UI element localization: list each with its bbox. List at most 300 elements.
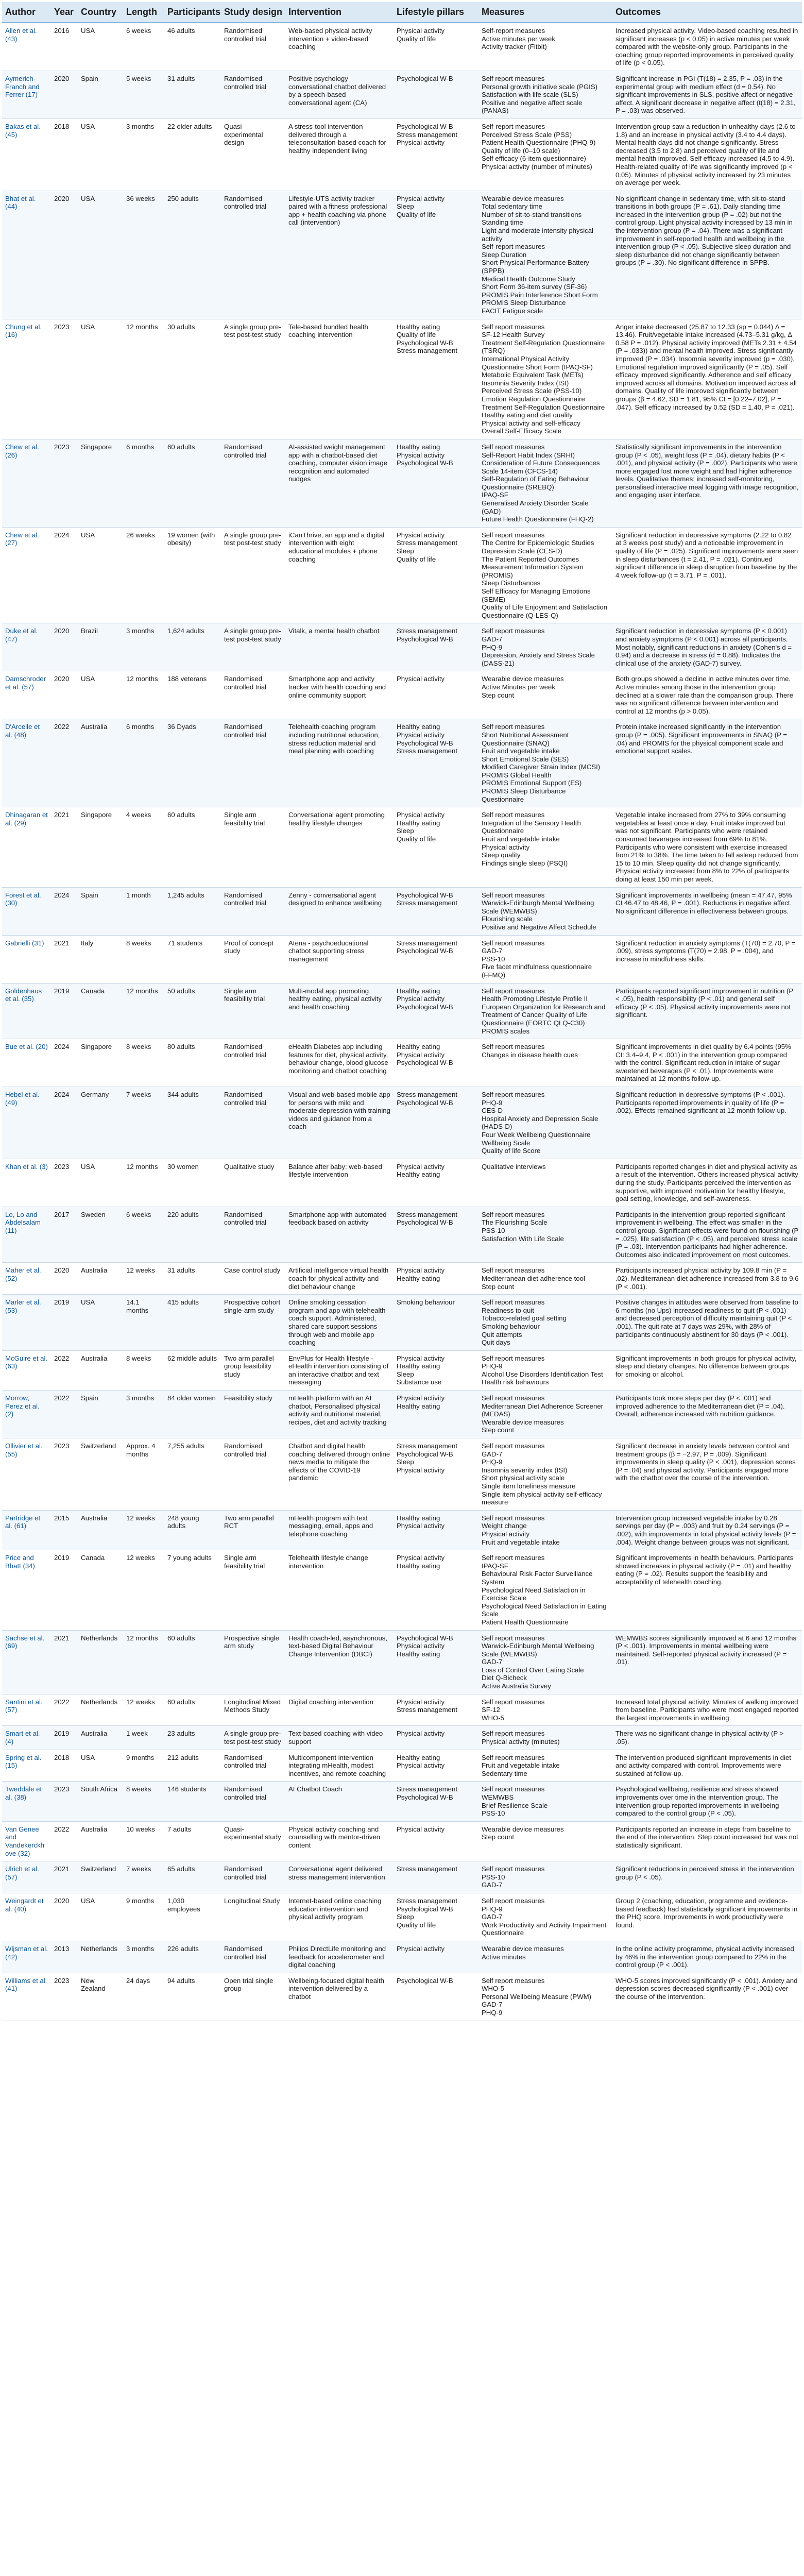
participants-cell: 30 women [164, 1159, 221, 1207]
intervention-item: eHealth Diabetes app including features for diet, physical activity, behaviour change, blood glucose monitoring and chatbot coaching [288, 1043, 388, 1075]
lifestyle-pillars-cell [394, 719, 478, 807]
intervention-cell [285, 191, 394, 319]
table-row [2, 1087, 802, 1159]
measures-cell [478, 935, 612, 983]
author-link[interactable]: Chung et al. (16) [2, 319, 51, 439]
intervention-item: Tele-based bundled health coaching intervention [288, 323, 368, 339]
measures-cell [478, 1207, 612, 1263]
table-row [2, 1821, 802, 1861]
measures-cell [478, 1973, 612, 2021]
study-design-cell: Qualitative study [221, 1159, 285, 1207]
table-row [2, 118, 802, 191]
study-design-cell: Randomised controlled trial [221, 23, 285, 71]
author-link[interactable]: Chew et al. (27) [2, 527, 51, 623]
country-cell: USA [78, 1750, 123, 1782]
lifestyle-pillars-cell [394, 319, 478, 439]
intervention-item: Smartphone app and activity tracker with health coaching and online community support [288, 675, 386, 699]
lifestyle-pillars-item: Physical activity [397, 995, 445, 1003]
lifestyle-pillars-item: Healthy eating [397, 819, 440, 827]
measures-item: Future Health Questionnaire (FHQ-2) [482, 515, 594, 523]
author-link[interactable]: Khan et al. (3) [2, 1159, 51, 1207]
country-cell: Netherlands [78, 1630, 123, 1694]
year-cell: 2019 [51, 1295, 78, 1351]
year-cell: 2016 [51, 23, 78, 71]
measures-item: Self report measures [482, 443, 545, 451]
lifestyle-pillars-item: Physical activity [397, 27, 445, 35]
study-design-cell: Two arm parallel RCT [221, 1510, 285, 1550]
intervention-item: Smartphone app with automated feedback based on activity [288, 1210, 387, 1227]
column-header-measures: Measures [478, 2, 612, 23]
author-link[interactable]: Aymerich-Franch and Ferrer (17) [2, 71, 51, 118]
length-cell: 7 weeks [123, 1861, 164, 1893]
measures-item: European Organization for Research and Treatment of Cancer Quality of Life Questionnaire (EORTC QLQ-C30) [482, 1003, 606, 1027]
measures-cell [478, 1861, 612, 1893]
measures-item: Short Emotional Scale (SES) [482, 755, 569, 763]
intervention-cell [285, 23, 394, 71]
lifestyle-pillars-item: Stress management [397, 899, 458, 907]
study-design-cell: Two arm parallel group feasibility study [221, 1350, 285, 1390]
intervention-item: Web-based physical activity intervention + video-based coaching [288, 27, 372, 51]
outcomes-cell: Increased physical activity. Video-based coaching resulted in significant increases (p < 0.05) in active minutes per week compared with the website-only group. Participants in the coaching group reported improvements in perceived quality of life (p < 0.05). [612, 23, 802, 71]
outcomes-cell: Participants increased physical activity by 109.8 min (P = .02). Mediterranean diet adherence increased from 3.8 to 9.6 (P < .001). [612, 1263, 802, 1295]
measures-item: Emotion Regulation Questionnaire [482, 395, 585, 403]
study-design-cell: Randomised controlled trial [221, 71, 285, 118]
measures-item: Physical activity [482, 1530, 530, 1538]
measures-item: Integration of the Sensory Health Questionnaire [482, 819, 581, 835]
lifestyle-pillars-item: Stress management [397, 539, 458, 547]
intervention-cell [285, 118, 394, 191]
table-row [2, 1782, 802, 1821]
measures-item: Behavioural Risk Factor Surveillance System [482, 1570, 593, 1586]
intervention-cell [285, 439, 394, 527]
participants-cell: 60 adults [164, 807, 221, 887]
author-link[interactable]: Van Genee and Vandekerckhove (32) [2, 1821, 51, 1861]
measures-item: Alcohol Use Disorders Identification Test [482, 1370, 603, 1378]
author-link[interactable]: Damschroder et al. (57) [2, 671, 51, 719]
measures-cell [478, 1726, 612, 1750]
country-cell: Singapore [78, 439, 123, 527]
measures-item: Diet Q-Bicheck [482, 1674, 527, 1682]
studies-table [2, 2, 802, 2021]
outcomes-cell: No significant change in sedentary time, with sit-to-stand transitions in both groups (P = .61). Daily standing time increased in the intervention group (P = .02) but not the control group. Light physical activity increased by 13 min in the intervention group (P = .04). There was a significant improvement in self-reported health and wellbeing in the intervention group (P < .05). Subjective sleep duration and sleep disturbance did not change significantly between groups (P = .30). No significant difference in SPPB. [612, 191, 802, 319]
column-header-participants: Participants [164, 2, 221, 23]
table-row [2, 1893, 802, 1941]
lifestyle-pillars-cell [394, 887, 478, 935]
author-link[interactable]: Hebel et al. (49) [2, 1087, 51, 1159]
measures-item: Satisfaction With Life Scale [482, 1234, 564, 1243]
intervention-cell [285, 1861, 394, 1893]
measures-item: FACIT Fatigue scale [482, 307, 543, 315]
lifestyle-pillars-item: Quality of life [397, 210, 436, 218]
measures-item: Physical activity [482, 843, 530, 851]
measures-item: Metabolic Equivalent Task (METs) [482, 371, 584, 379]
lifestyle-pillars-item: Physical activity [397, 1944, 445, 1953]
author-link[interactable]: Forest et al. (30) [2, 887, 51, 935]
author-link[interactable]: Gabrielli (31) [2, 935, 51, 983]
measures-item: Single item loneliness measure [482, 1482, 576, 1490]
measures-item: Self report measures [482, 1298, 545, 1307]
participants-cell: 1,624 adults [164, 623, 221, 671]
lifestyle-pillars-item: Psychological W-B [397, 1793, 453, 1801]
measures-cell [478, 1263, 612, 1295]
measures-item: Wearable device measures [482, 1944, 564, 1953]
participants-cell: 94 adults [164, 1973, 221, 2021]
participants-cell: 220 adults [164, 1207, 221, 1263]
author-link[interactable]: Smart et al. (4) [2, 1726, 51, 1750]
lifestyle-pillars-item: Quality of life [397, 35, 436, 43]
lifestyle-pillars-item: Healthy eating [397, 1514, 440, 1522]
author-link[interactable]: Dhinagaran et al. (29) [2, 807, 51, 887]
author-link[interactable]: Lo, Lo and Abdelsalam (11) [2, 1207, 51, 1263]
measures-item: Insomnia Severity Index (ISI) [482, 379, 569, 387]
outcomes-cell: Significant reduction in depressive symptoms (2.22 to 0.82 at 3 weeks post study) and a noticeable improvement in quality of life (P = .025). Significant improvements were seen in sleep disturbances (t = 2.41, P = .021). Continued significant difference in sleep disruption from baseline by the 4 week follow-up (t = 3.71, P = .001). [612, 527, 802, 623]
table-row [2, 1438, 802, 1511]
intervention-item: Wellbeing-focused digital health intervention delivered by a chatbot [288, 1976, 384, 2001]
author-link[interactable]: Duke et al. (47) [2, 623, 51, 671]
study-design-cell: Randomised controlled trial [221, 1861, 285, 1893]
author-link[interactable]: McGuire et al. (63) [2, 1350, 51, 1390]
outcomes-cell: Significant increase in PGI (T(18) = 2.35, P = .03) in the experimental group with medium effect (d = 0.54). No significant improvements in SLS, positive affect or negative affect. A significant decrease in negative affect (t(18) = 2.31, P = .03) was observed. [612, 71, 802, 118]
lifestyle-pillars-item: Physical activity [397, 1825, 445, 1833]
measures-item: Psychological Need Satisfaction in Exercise Scale [482, 1586, 586, 1602]
measures-item: Self-report measures [482, 243, 545, 251]
lifestyle-pillars-item: Quality of life [397, 331, 436, 339]
lifestyle-pillars-item: Physical activity [397, 1354, 445, 1362]
country-cell: USA [78, 1159, 123, 1207]
lifestyle-pillars-item: Healthy eating [397, 1562, 440, 1570]
lifestyle-pillars-item: Physical activity [397, 1642, 445, 1650]
country-cell: Australia [78, 719, 123, 807]
column-header-intervention: Intervention [285, 2, 394, 23]
measures-item: SF-12 Health Survey [482, 331, 545, 339]
measures-item: Healthy eating and diet quality [482, 411, 573, 419]
length-cell: 6 months [123, 439, 164, 527]
participants-cell: 30 adults [164, 319, 221, 439]
length-cell: 12 weeks [123, 1694, 164, 1726]
intervention-item: Internet-based online coaching education intervention and physical activity program [288, 1896, 382, 1921]
study-design-cell: Prospective single arm study [221, 1630, 285, 1694]
length-cell: 12 weeks [123, 1263, 164, 1295]
measures-item: Self report measures [482, 1394, 545, 1402]
lifestyle-pillars-item: Psychological W-B [397, 122, 453, 130]
intervention-item: Text-based coaching with video support [288, 1730, 383, 1746]
measures-cell [478, 1438, 612, 1511]
author-link[interactable]: Maher et al. (52) [2, 1263, 51, 1295]
table-row [2, 807, 802, 887]
lifestyle-pillars-item: Stress management [397, 1865, 458, 1873]
lifestyle-pillars-cell [394, 1039, 478, 1087]
lifestyle-pillars-item: Sleep [397, 1913, 414, 1921]
measures-item: Self report measures [482, 1753, 545, 1761]
study-design-cell: Prospective cohort single-arm study [221, 1295, 285, 1351]
participants-cell: 60 adults [164, 439, 221, 527]
intervention-item: Multicomponent intervention integrating mHealth, modest incentives, and remote coaching [288, 1753, 386, 1777]
measures-cell [478, 1087, 612, 1159]
measures-item: PROMIS Emotional Support (ES) [482, 779, 582, 787]
study-design-cell: Randomised controlled trial [221, 1207, 285, 1263]
outcomes-cell: Psychological wellbeing, resilience and stress showed improvements over time in the intervention group. The intervention group reported improvements in wellbeing compared to the control group (P < .05). [612, 1782, 802, 1821]
year-cell: 2023 [51, 439, 78, 527]
author-link[interactable]: Goldenhaus et al. (35) [2, 983, 51, 1039]
measures-item: IPAQ-SF [482, 1562, 508, 1570]
participants-cell: 415 adults [164, 1295, 221, 1351]
lifestyle-pillars-item: Stress management [397, 1706, 458, 1714]
measures-item: Physical activity (minutes) [482, 1738, 560, 1746]
measures-item: Findings single sleep (PSQI) [482, 859, 568, 867]
study-design-cell: Quasi-experimental study [221, 1821, 285, 1861]
study-design-cell: A single group pre-test post-test study [221, 319, 285, 439]
author-link[interactable]: Wijsman et al. (42) [2, 1941, 51, 1973]
author-link[interactable]: D'Arcelle et al. (48) [2, 719, 51, 807]
length-cell: 6 weeks [123, 1207, 164, 1263]
author-link[interactable]: Williams et al. (41) [2, 1973, 51, 2021]
year-cell: 2018 [51, 1750, 78, 1782]
year-cell: 2020 [51, 191, 78, 319]
table-row [2, 319, 802, 439]
measures-cell [478, 1039, 612, 1087]
measures-item: Satisfaction with life scale (SLS) [482, 91, 578, 99]
measures-item: Quality of life Score [482, 1147, 541, 1155]
intervention-cell [285, 671, 394, 719]
author-link[interactable]: Spring et al. (15) [2, 1750, 51, 1782]
intervention-cell [285, 719, 394, 807]
country-cell: USA [78, 527, 123, 623]
country-cell: Sweden [78, 1207, 123, 1263]
measures-cell [478, 527, 612, 623]
year-cell: 2022 [51, 1821, 78, 1861]
measures-item: Modified Caregiver Strain Index (MCSI) [482, 763, 601, 771]
measures-item: Quality of Life Enjoyment and Satisfaction Questionnaire (Q-LES-Q) [482, 603, 608, 619]
author-link[interactable]: Chew et al. (26) [2, 439, 51, 527]
study-design-cell: Quasi-experimental design [221, 118, 285, 191]
outcomes-cell: There was no significant change in physical activity (P > .05). [612, 1726, 802, 1750]
outcomes-cell: Group 2 (coaching, education, programme and evidence-based feedback) had statistically significant improvements in the PHQ score. Improvements in work productivity were found. [612, 1893, 802, 1941]
lifestyle-pillars-cell [394, 439, 478, 527]
table-row [2, 1263, 802, 1295]
table-row [2, 1550, 802, 1630]
measures-item: GAD-7 [482, 1881, 503, 1889]
measures-item: Total sedentary time [482, 202, 543, 211]
measures-item: Mediterranean diet adherence tool [482, 1274, 585, 1282]
study-design-cell: Randomised controlled trial [221, 439, 285, 527]
measures-item: Warwick-Edinburgh Mental Wellbeing Scale (WEMWBS) [482, 899, 594, 915]
participants-cell: 146 students [164, 1782, 221, 1821]
author-link[interactable]: Santini et al. (57) [2, 1694, 51, 1726]
study-design-cell: Randomised controlled trial [221, 887, 285, 935]
outcomes-cell: Significant improvements in wellbeing (mean = 47.47, 95% CI 46.47 to 48.46, P = .001). Reductions in negative affect. No significant difference in effectiveness between groups. [612, 887, 802, 935]
length-cell: 1 month [123, 887, 164, 935]
year-cell: 2015 [51, 1510, 78, 1550]
table-row [2, 527, 802, 623]
outcomes-cell: The intervention produced significant improvements in diet and activity compared with control. Improvements were sustained at follow-up. [612, 1750, 802, 1782]
table-row [2, 1510, 802, 1550]
intervention-item: Chatbot and digital health coaching delivered through online news media to mitigate the effects of the COVID-19 pandemic [288, 1442, 390, 1482]
author-link[interactable]: Weingardt et al. (40) [2, 1893, 51, 1941]
measures-item: Physical activity (number of minutes) [482, 162, 592, 171]
lifestyle-pillars-item: Smoking behaviour [397, 1298, 455, 1307]
measures-item: Short Physical Performance Battery (SPPB) [482, 259, 589, 275]
author-link[interactable]: Ollivier et al. (55) [2, 1438, 51, 1511]
lifestyle-pillars-item: Sleep [397, 547, 414, 555]
author-link[interactable]: Marler et al. (53) [2, 1295, 51, 1351]
outcomes-cell: Intervention group increased vegetable intake by 0.28 servings per day (P = .003) and fruit by 0.24 servings (P = .002), with improvements in total physical activity levels (P = .004). Weight change between groups was not significant. [612, 1510, 802, 1550]
lifestyle-pillars-item: Physical activity [397, 194, 445, 202]
outcomes-cell: Participants took more steps per day (P < .001) and improved adherence to the Mediterranean diet (P = .04). Overall, adherence increased with nutrition guidance. [612, 1391, 802, 1438]
intervention-cell [285, 1550, 394, 1630]
lifestyle-pillars-cell [394, 1821, 478, 1861]
country-cell: Australia [78, 1726, 123, 1750]
lifestyle-pillars-item: Sleep [397, 1458, 414, 1466]
measures-cell [478, 623, 612, 671]
participants-cell: 19 women (with obesity) [164, 527, 221, 623]
lifestyle-pillars-item: Quality of life [397, 835, 436, 843]
lifestyle-pillars-item: Physical activity [397, 731, 445, 739]
author-link[interactable]: Bhat et al. (44) [2, 191, 51, 319]
measures-item: Fruit and vegetable intake [482, 835, 560, 843]
table-row [2, 439, 802, 527]
intervention-cell [285, 1893, 394, 1941]
measures-cell [478, 807, 612, 887]
measures-item: PSS-10 [482, 1873, 505, 1881]
lifestyle-pillars-item: Physical activity [397, 1050, 445, 1059]
intervention-item: Physical activity coaching and counselling with mentor-driven content [288, 1825, 381, 1849]
measures-cell [478, 191, 612, 319]
lifestyle-pillars-item: Psychological W-B [397, 459, 453, 467]
measures-item: Wearable device measures [482, 675, 564, 683]
table-row [2, 1861, 802, 1893]
measures-cell [478, 1941, 612, 1973]
measures-item: Quit days [482, 1338, 510, 1347]
intervention-item: Health coach-led, asynchronous, text-based Digital Behaviour Change Intervention (DBCI) [288, 1634, 388, 1658]
measures-item: Treatment Self-Regulation Questionnaire [482, 403, 605, 411]
country-cell: USA [78, 1295, 123, 1351]
intervention-cell [285, 527, 394, 623]
measures-item: Self-Regulation of Eating Behaviour Questionnaire (SREBQ) [482, 475, 589, 491]
measures-item: Quality of life (0–10 scale) [482, 146, 560, 155]
measures-item: Short Form 36-item survey (SF-36) [482, 283, 587, 291]
measures-item: Five facet mindfulness questionnaire (FFMQ) [482, 963, 592, 979]
lifestyle-pillars-item: Healthy eating [397, 443, 440, 451]
lifestyle-pillars-item: Healthy eating [397, 1171, 440, 1179]
study-design-cell: Single arm feasibility trial [221, 807, 285, 887]
author-link[interactable]: Allen et al. (43) [2, 23, 51, 71]
length-cell: 8 weeks [123, 1782, 164, 1821]
measures-item: Warwick-Edinburgh Mental Wellbeing Scale (WEMWBS) [482, 1642, 594, 1658]
measures-cell [478, 439, 612, 527]
measures-cell [478, 1630, 612, 1694]
author-link[interactable]: Ulrich et al. (57) [2, 1861, 51, 1893]
lifestyle-pillars-item: Stress management [397, 627, 458, 635]
measures-item: Brief Resilience Scale [482, 1801, 548, 1809]
measures-cell [478, 1893, 612, 1941]
measures-item: Self report measures [482, 1514, 545, 1522]
measures-item: Self report measures [482, 627, 545, 635]
measures-cell [478, 71, 612, 118]
lifestyle-pillars-cell [394, 1159, 478, 1207]
participants-cell: 60 adults [164, 1694, 221, 1726]
intervention-cell [285, 1750, 394, 1782]
author-link[interactable]: Price and Bhatt (34) [2, 1550, 51, 1630]
measures-item: PROMIS Pain Interference Short Form [482, 291, 598, 299]
outcomes-cell: Intervention group saw a reduction in unhealthy days (2.6 to 1.8) and an increase in physical activity (3.4 to 4.4 days). Mental health days did not change significantly. Stress decreased (3.5 to 2.8) and perceived quality of life and mental health improved. Self efficacy increased (4.5 to 4.9). Health-related quality of life was significantly improved (p < 0.05). Minutes of physical activity increased by 23 minutes on average per week. [612, 118, 802, 191]
length-cell: 12 months [123, 1630, 164, 1694]
intervention-item: AI Chatbot Coach [288, 1785, 343, 1793]
lifestyle-pillars-item: Stress management [397, 1442, 458, 1450]
measures-item: Light and moderate intensity physical activity [482, 227, 593, 243]
lifestyle-pillars-cell [394, 935, 478, 983]
intervention-item: Balance after baby: web-based lifestyle intervention [288, 1162, 382, 1179]
intervention-item: Telehealth lifestyle change intervention [288, 1554, 368, 1570]
intervention-item: Positive psychology conversational chatbot delivered by a speech-based conversational agent (CA) [288, 74, 386, 107]
intervention-item: Artificial intelligence virtual health coach for physical activity and diet behaviour change [288, 1266, 389, 1291]
outcomes-cell: WHO-5 scores improved significantly (P < .001). Anxiety and depression scores decreased significantly (P < .001) over the course of the intervention. [612, 1973, 802, 2021]
measures-item: PROMIS scales [482, 1027, 530, 1035]
outcomes-cell: Participants reported significant improvement in nutrition (P < .05), health responsibility (P < .01) and general self efficacy (P < .05). Physical activity improvements were not significant. [612, 983, 802, 1039]
country-cell: Brazil [78, 623, 123, 671]
study-design-cell: Open trial single group [221, 1973, 285, 2021]
measures-item: Self Efficacy for Managing Emotions (SEME) [482, 587, 591, 603]
outcomes-cell: Significant improvements in both groups for physical activity, sleep and dietary changes. No difference between groups for smoking or alcohol. [612, 1350, 802, 1390]
measures-item: Self report measures [482, 1698, 545, 1706]
length-cell: Approx. 4 months [123, 1438, 164, 1511]
participants-cell: 248 young adults [164, 1510, 221, 1550]
column-header-study-design: Study design [221, 2, 285, 23]
intervention-cell [285, 983, 394, 1039]
participants-cell: 50 adults [164, 983, 221, 1039]
participants-cell: 344 adults [164, 1087, 221, 1159]
participants-cell: 7 adults [164, 1821, 221, 1861]
participants-cell: 1,030 employees [164, 1893, 221, 1941]
author-link[interactable]: Sachse et al. (69) [2, 1630, 51, 1694]
measures-item: Quit attempts [482, 1330, 522, 1338]
measures-item: PHQ-9 [482, 1905, 503, 1913]
length-cell: 24 days [123, 1973, 164, 2021]
measures-item: PHQ-9 [482, 1362, 503, 1370]
year-cell: 2024 [51, 527, 78, 623]
intervention-cell [285, 1630, 394, 1694]
measures-item: Self report measures [482, 1785, 545, 1793]
measures-item: Positive and Negative Affect Schedule [482, 923, 596, 931]
country-cell: USA [78, 23, 123, 71]
measures-item: WHO-5 [482, 1985, 504, 1993]
lifestyle-pillars-item: Psychological W-B [397, 1098, 453, 1107]
participants-cell: 31 adults [164, 1263, 221, 1295]
lifestyle-pillars-cell [394, 1893, 478, 1941]
measures-item: Self report measures [482, 1634, 545, 1642]
country-cell: Germany [78, 1087, 123, 1159]
header-row [2, 2, 802, 23]
author-link[interactable]: Bakas et al. (45) [2, 118, 51, 191]
measures-cell [478, 1295, 612, 1351]
lifestyle-pillars-item: Physical activity [397, 139, 445, 147]
author-link[interactable]: Partridge et al. (61) [2, 1510, 51, 1550]
lifestyle-pillars-item: Physical activity [397, 675, 445, 683]
author-link[interactable]: Bue et al. (20) [2, 1039, 51, 1087]
year-cell: 2013 [51, 1941, 78, 1973]
measures-item: Self report measures [482, 531, 545, 539]
measures-item: Smoking behaviour [482, 1322, 540, 1330]
intervention-cell [285, 1391, 394, 1438]
column-header-outcomes: Outcomes [612, 2, 802, 23]
year-cell: 2021 [51, 807, 78, 887]
lifestyle-pillars-item: Quality of life [397, 555, 436, 563]
year-cell: 2019 [51, 1726, 78, 1750]
author-link[interactable]: Tweddale et al. (38) [2, 1782, 51, 1821]
measures-item: PSS-10 [482, 1226, 505, 1234]
author-link[interactable]: Morrow, Perez et al. (2) [2, 1391, 51, 1438]
measures-item: Sleep Disturbances [482, 579, 541, 587]
lifestyle-pillars-cell [394, 1550, 478, 1630]
